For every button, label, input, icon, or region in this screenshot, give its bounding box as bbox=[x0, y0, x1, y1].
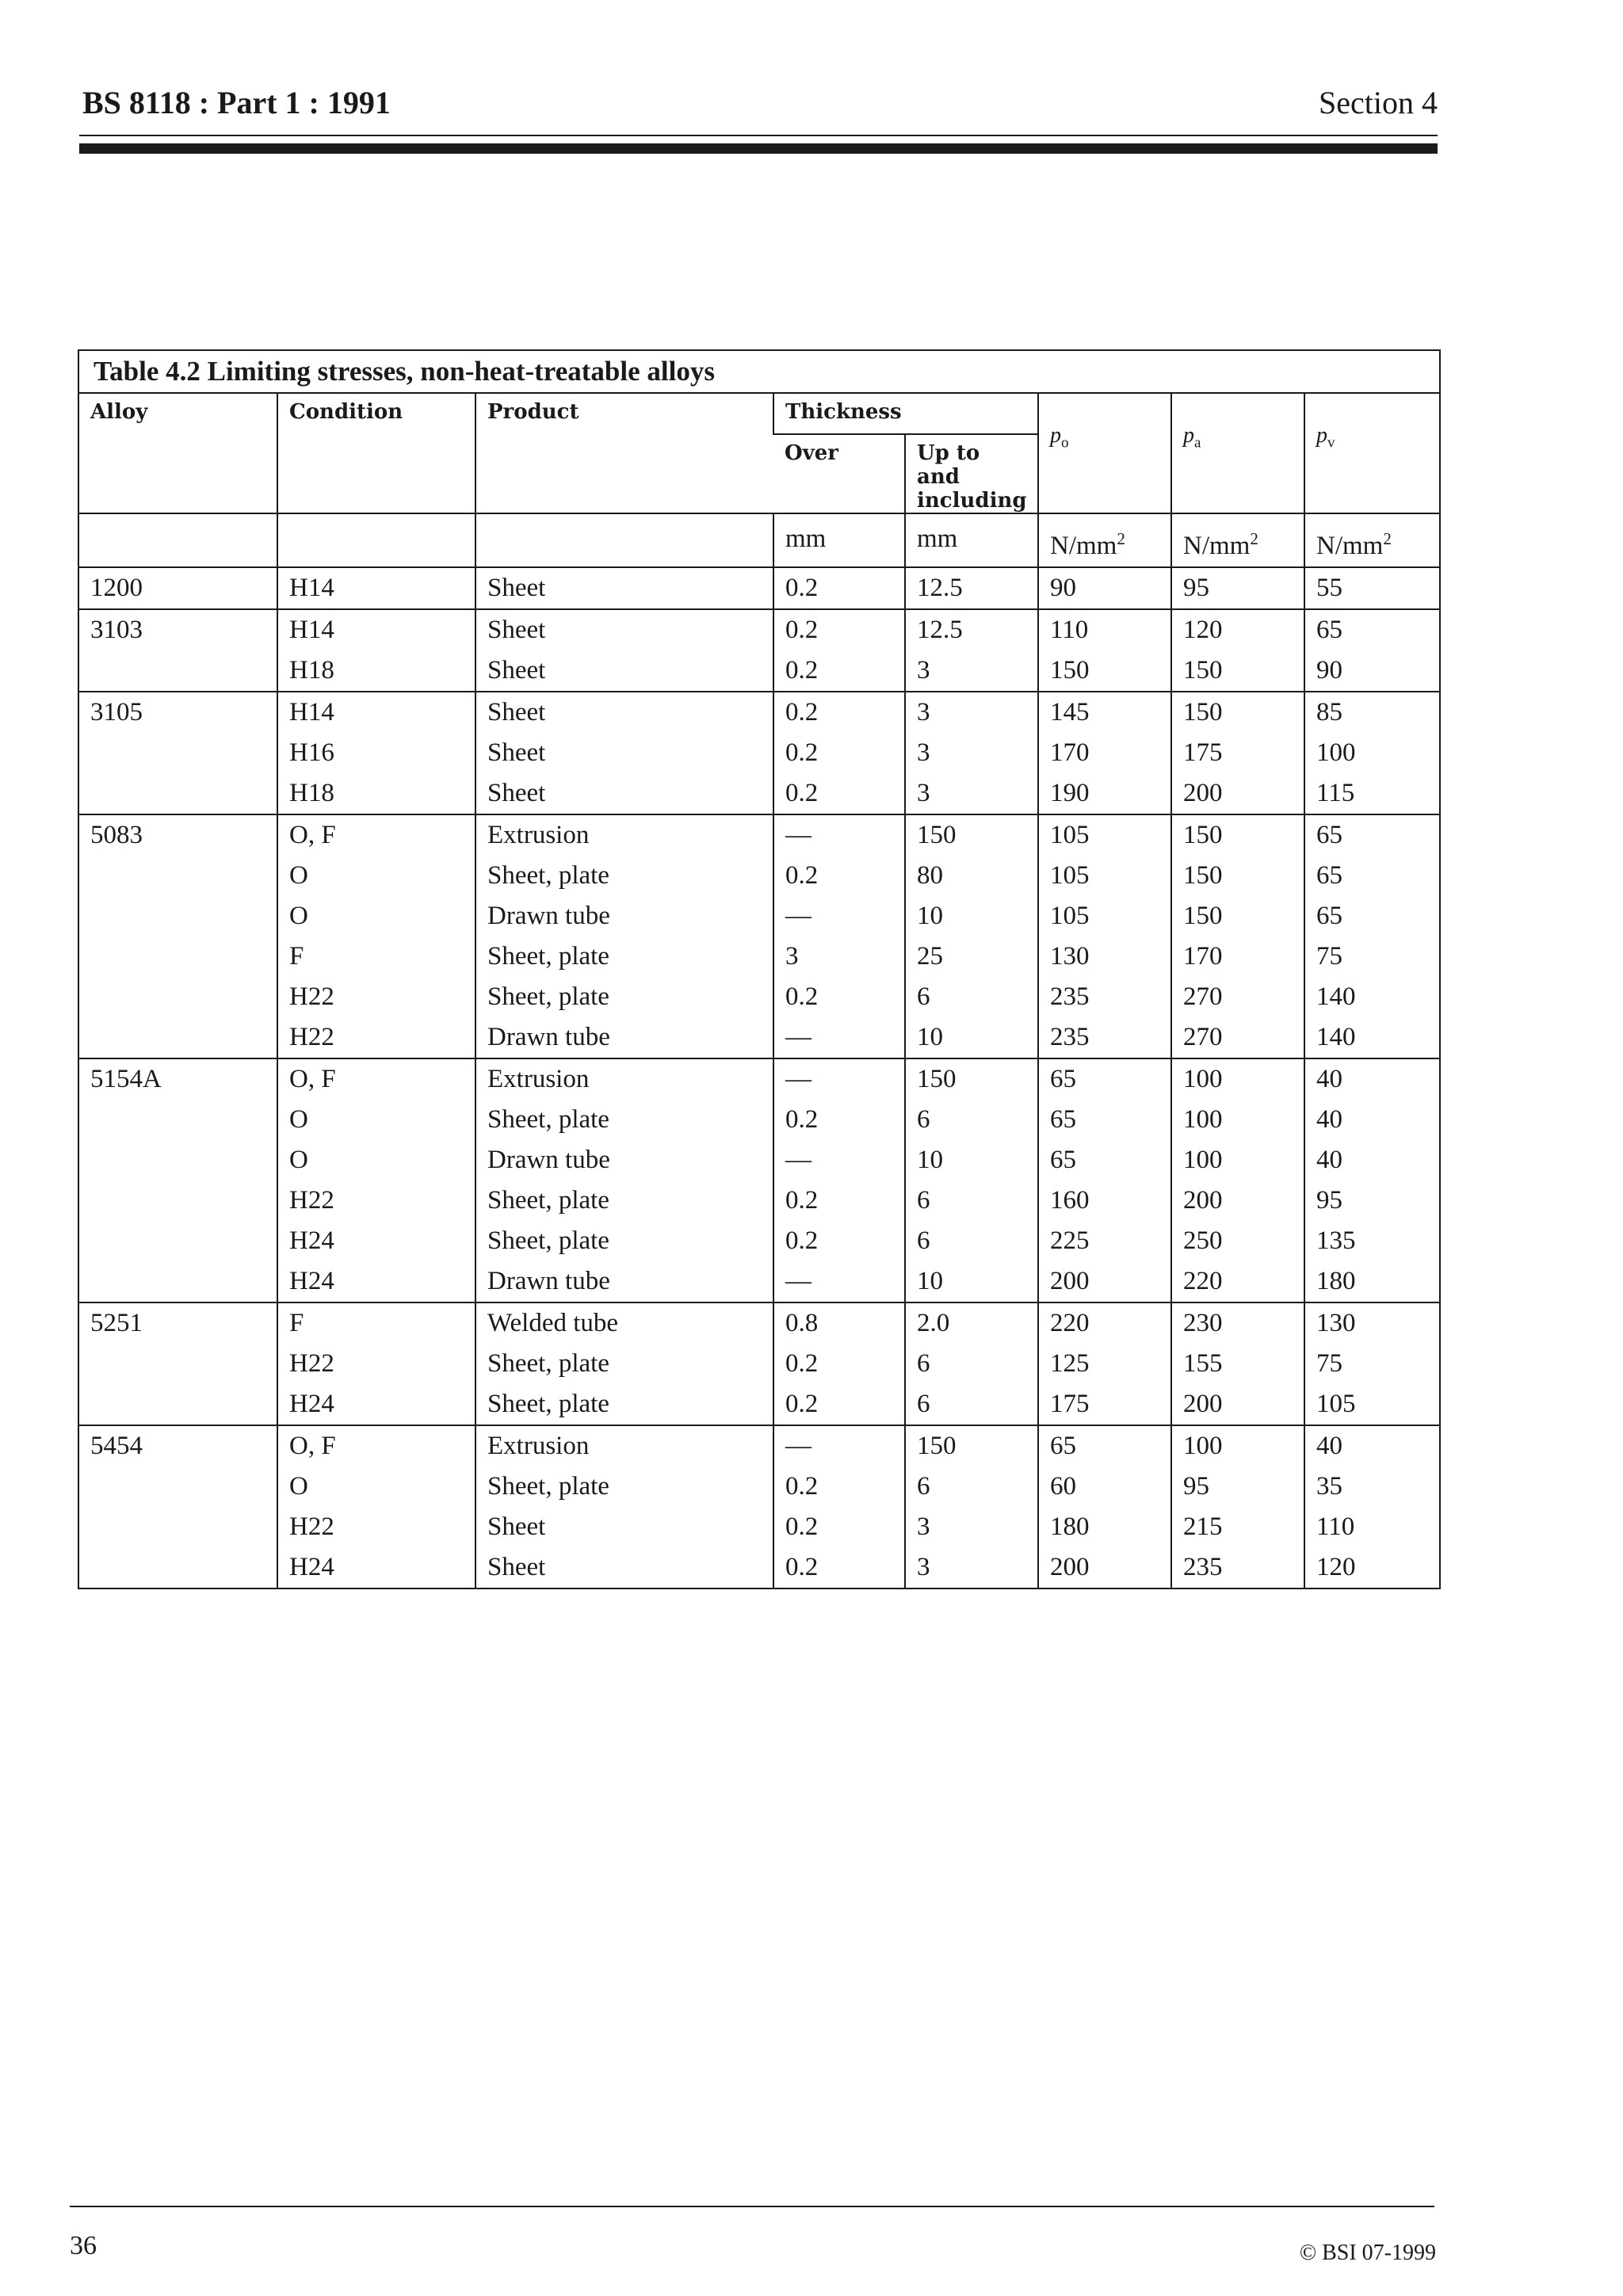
cell-over: 3 bbox=[773, 936, 905, 977]
cell-po: 150 bbox=[1038, 650, 1171, 692]
cell-po: 145 bbox=[1038, 692, 1171, 733]
unit-pv-text: N/mm bbox=[1316, 532, 1384, 560]
cell-alloy bbox=[79, 1140, 277, 1180]
cell-pv: 120 bbox=[1304, 1547, 1439, 1588]
table-row bbox=[79, 1466, 1439, 1507]
cell-over: — bbox=[773, 1261, 905, 1302]
cell-upto: 150 bbox=[905, 1058, 1038, 1100]
cell-pv: 65 bbox=[1304, 856, 1439, 896]
cell-pv: 90 bbox=[1304, 650, 1439, 692]
header-alloy: Alloy bbox=[79, 394, 277, 513]
stress-table-grid bbox=[79, 394, 1439, 1588]
cell-over: 0.2 bbox=[773, 1507, 905, 1547]
table-row bbox=[79, 1140, 1439, 1180]
cell-over: — bbox=[773, 1425, 905, 1466]
table-row bbox=[79, 977, 1439, 1017]
cell-upto: 10 bbox=[905, 1017, 1038, 1058]
cell-pa: 100 bbox=[1171, 1425, 1304, 1466]
cell-alloy bbox=[79, 1261, 277, 1302]
cell-pa: 150 bbox=[1171, 692, 1304, 733]
footer-rule bbox=[70, 2206, 1434, 2207]
table-row bbox=[79, 1100, 1439, 1140]
cell-pv: 75 bbox=[1304, 1344, 1439, 1384]
table-row bbox=[79, 650, 1439, 692]
cell-po: 200 bbox=[1038, 1547, 1171, 1588]
cell-pv: 40 bbox=[1304, 1058, 1439, 1100]
cell-product: Sheet, plate bbox=[475, 1221, 773, 1261]
cell-pa: 100 bbox=[1171, 1058, 1304, 1100]
cell-over: — bbox=[773, 1140, 905, 1180]
cell-condition: H24 bbox=[277, 1221, 475, 1261]
cell-over: 0.2 bbox=[773, 977, 905, 1017]
cell-alloy: 5154A bbox=[79, 1058, 277, 1100]
cell-product: Sheet, plate bbox=[475, 936, 773, 977]
cell-pv: 65 bbox=[1304, 609, 1439, 650]
unit-po bbox=[1038, 513, 1171, 567]
cell-po: 65 bbox=[1038, 1058, 1171, 1100]
table-row bbox=[79, 1221, 1439, 1261]
cell-po: 175 bbox=[1038, 1384, 1171, 1425]
cell-over: — bbox=[773, 1058, 905, 1100]
cell-pa: 250 bbox=[1171, 1221, 1304, 1261]
cell-over: 0.2 bbox=[773, 609, 905, 650]
cell-condition: H22 bbox=[277, 1180, 475, 1221]
units-row bbox=[79, 513, 1439, 567]
cell-condition: H16 bbox=[277, 733, 475, 773]
cell-product: Sheet, plate bbox=[475, 1466, 773, 1507]
table-row bbox=[79, 856, 1439, 896]
cell-upto: 6 bbox=[905, 977, 1038, 1017]
cell-over: 0.2 bbox=[773, 1180, 905, 1221]
unit-over: mm bbox=[773, 513, 905, 567]
cell-pv: 110 bbox=[1304, 1507, 1439, 1547]
cell-condition: H14 bbox=[277, 609, 475, 650]
cell-alloy bbox=[79, 1017, 277, 1058]
cell-po: 65 bbox=[1038, 1100, 1171, 1140]
cell-over: 0.2 bbox=[773, 733, 905, 773]
cell-product: Drawn tube bbox=[475, 1140, 773, 1180]
cell-product: Sheet, plate bbox=[475, 1384, 773, 1425]
header-condition: Condition bbox=[277, 394, 475, 513]
table-row bbox=[79, 1180, 1439, 1221]
cell-pv: 100 bbox=[1304, 733, 1439, 773]
cell-condition: O bbox=[277, 856, 475, 896]
cell-product: Sheet, plate bbox=[475, 977, 773, 1017]
cell-upto: 12.5 bbox=[905, 567, 1038, 609]
cell-over: 0.2 bbox=[773, 1100, 905, 1140]
cell-po: 235 bbox=[1038, 977, 1171, 1017]
cell-over: — bbox=[773, 896, 905, 936]
cell-pv: 140 bbox=[1304, 1017, 1439, 1058]
cell-upto: 25 bbox=[905, 936, 1038, 977]
header-pa bbox=[1171, 394, 1304, 513]
cell-pa: 170 bbox=[1171, 936, 1304, 977]
cell-pa: 220 bbox=[1171, 1261, 1304, 1302]
cell-pv: 115 bbox=[1304, 773, 1439, 814]
cell-product: Extrusion bbox=[475, 1425, 773, 1466]
cell-product: Welded tube bbox=[475, 1302, 773, 1344]
cell-pv: 40 bbox=[1304, 1140, 1439, 1180]
cell-upto: 6 bbox=[905, 1221, 1038, 1261]
cell-product: Sheet bbox=[475, 1507, 773, 1547]
cell-pa: 150 bbox=[1171, 814, 1304, 856]
header-pv bbox=[1304, 394, 1439, 513]
cell-pv: 180 bbox=[1304, 1261, 1439, 1302]
table-row bbox=[79, 1017, 1439, 1058]
cell-upto: 150 bbox=[905, 1425, 1038, 1466]
cell-condition: H22 bbox=[277, 1344, 475, 1384]
cell-condition: O bbox=[277, 896, 475, 936]
cell-condition: H22 bbox=[277, 977, 475, 1017]
cell-over: 0.2 bbox=[773, 567, 905, 609]
cell-product: Sheet bbox=[475, 567, 773, 609]
units-cell-blank bbox=[475, 513, 773, 567]
table-row bbox=[79, 896, 1439, 936]
cell-upto: 10 bbox=[905, 896, 1038, 936]
cell-alloy bbox=[79, 1180, 277, 1221]
cell-pv: 105 bbox=[1304, 1384, 1439, 1425]
cell-condition: O bbox=[277, 1466, 475, 1507]
table-row bbox=[79, 1344, 1439, 1384]
cell-alloy bbox=[79, 1100, 277, 1140]
cell-alloy: 3103 bbox=[79, 609, 277, 650]
header-pv-subscript: v bbox=[1327, 434, 1335, 452]
cell-alloy bbox=[79, 650, 277, 692]
cell-po: 110 bbox=[1038, 609, 1171, 650]
header-po-symbol: p bbox=[1050, 423, 1062, 448]
cell-po: 220 bbox=[1038, 1302, 1171, 1344]
header-thickness: Thickness bbox=[773, 394, 1038, 434]
cell-po: 125 bbox=[1038, 1344, 1171, 1384]
unit-upto: mm bbox=[905, 513, 1038, 567]
cell-po: 130 bbox=[1038, 936, 1171, 977]
unit-po-text: N/mm bbox=[1050, 532, 1117, 560]
cell-pa: 200 bbox=[1171, 1180, 1304, 1221]
cell-pa: 150 bbox=[1171, 650, 1304, 692]
cell-over: 0.2 bbox=[773, 650, 905, 692]
cell-pa: 175 bbox=[1171, 733, 1304, 773]
cell-pa: 95 bbox=[1171, 1466, 1304, 1507]
table-row bbox=[79, 1384, 1439, 1425]
header-rule-thick bbox=[79, 143, 1438, 154]
cell-po: 105 bbox=[1038, 856, 1171, 896]
cell-condition: O, F bbox=[277, 814, 475, 856]
cell-po: 170 bbox=[1038, 733, 1171, 773]
cell-upto: 12.5 bbox=[905, 609, 1038, 650]
header-po bbox=[1038, 394, 1171, 513]
cell-upto: 6 bbox=[905, 1466, 1038, 1507]
limiting-stresses-table bbox=[78, 349, 1441, 1589]
cell-product: Extrusion bbox=[475, 814, 773, 856]
table-row bbox=[79, 1425, 1439, 1466]
cell-condition: O bbox=[277, 1140, 475, 1180]
cell-upto: 3 bbox=[905, 733, 1038, 773]
table-row bbox=[79, 773, 1439, 814]
cell-product: Sheet, plate bbox=[475, 1180, 773, 1221]
cell-po: 200 bbox=[1038, 1261, 1171, 1302]
cell-condition: H24 bbox=[277, 1384, 475, 1425]
unit-pa-exponent: 2 bbox=[1250, 529, 1258, 548]
cell-upto: 3 bbox=[905, 650, 1038, 692]
cell-alloy bbox=[79, 1221, 277, 1261]
table-head bbox=[79, 394, 1439, 513]
cell-alloy bbox=[79, 773, 277, 814]
cell-condition: O bbox=[277, 1100, 475, 1140]
cell-over: — bbox=[773, 1017, 905, 1058]
cell-alloy bbox=[79, 1547, 277, 1588]
table-caption: Table 4.2 Limiting stresses, non-heat-treatable alloys bbox=[79, 351, 1439, 394]
table-row bbox=[79, 1507, 1439, 1547]
table-row bbox=[79, 1058, 1439, 1100]
header-pa-symbol: p bbox=[1183, 423, 1195, 448]
cell-pv: 140 bbox=[1304, 977, 1439, 1017]
table-row bbox=[79, 1261, 1439, 1302]
cell-po: 90 bbox=[1038, 567, 1171, 609]
cell-po: 65 bbox=[1038, 1425, 1171, 1466]
cell-product: Sheet bbox=[475, 773, 773, 814]
cell-upto: 3 bbox=[905, 692, 1038, 733]
cell-product: Sheet, plate bbox=[475, 1344, 773, 1384]
cell-po: 160 bbox=[1038, 1180, 1171, 1221]
cell-pa: 95 bbox=[1171, 567, 1304, 609]
cell-product: Sheet bbox=[475, 1547, 773, 1588]
cell-condition: H24 bbox=[277, 1547, 475, 1588]
cell-over: 0.2 bbox=[773, 692, 905, 733]
cell-alloy bbox=[79, 896, 277, 936]
cell-condition: H22 bbox=[277, 1507, 475, 1547]
header-over: Over bbox=[773, 434, 905, 513]
cell-pa: 200 bbox=[1171, 1384, 1304, 1425]
header-po-subscript: o bbox=[1061, 434, 1069, 452]
page-number: 36 bbox=[70, 2231, 97, 2260]
cell-condition: H18 bbox=[277, 773, 475, 814]
cell-product: Extrusion bbox=[475, 1058, 773, 1100]
cell-alloy bbox=[79, 1466, 277, 1507]
cell-pv: 55 bbox=[1304, 567, 1439, 609]
cell-pv: 65 bbox=[1304, 896, 1439, 936]
table-row bbox=[79, 1302, 1439, 1344]
cell-over: 0.2 bbox=[773, 1466, 905, 1507]
cell-pv: 95 bbox=[1304, 1180, 1439, 1221]
cell-condition: H18 bbox=[277, 650, 475, 692]
cell-alloy bbox=[79, 733, 277, 773]
section-label: Section 4 bbox=[1319, 85, 1438, 120]
cell-over: 0.2 bbox=[773, 1221, 905, 1261]
cell-pa: 200 bbox=[1171, 773, 1304, 814]
cell-pa: 235 bbox=[1171, 1547, 1304, 1588]
table-row bbox=[79, 814, 1439, 856]
cell-upto: 10 bbox=[905, 1140, 1038, 1180]
cell-upto: 10 bbox=[905, 1261, 1038, 1302]
document-reference: BS 8118 : Part 1 : 1991 bbox=[82, 85, 391, 120]
cell-product: Drawn tube bbox=[475, 1261, 773, 1302]
cell-upto: 6 bbox=[905, 1384, 1038, 1425]
cell-pa: 150 bbox=[1171, 856, 1304, 896]
cell-over: 0.2 bbox=[773, 1547, 905, 1588]
unit-pa bbox=[1171, 513, 1304, 567]
cell-over: 0.8 bbox=[773, 1302, 905, 1344]
cell-pa: 155 bbox=[1171, 1344, 1304, 1384]
cell-pa: 100 bbox=[1171, 1100, 1304, 1140]
cell-alloy: 3105 bbox=[79, 692, 277, 733]
cell-pa: 120 bbox=[1171, 609, 1304, 650]
cell-upto: 6 bbox=[905, 1180, 1038, 1221]
header-product: Product bbox=[475, 394, 773, 513]
cell-upto: 6 bbox=[905, 1344, 1038, 1384]
table-row bbox=[79, 609, 1439, 650]
cell-product: Sheet, plate bbox=[475, 1100, 773, 1140]
unit-pv-exponent: 2 bbox=[1383, 529, 1392, 548]
cell-po: 105 bbox=[1038, 814, 1171, 856]
cell-pv: 75 bbox=[1304, 936, 1439, 977]
table-row bbox=[79, 936, 1439, 977]
cell-po: 65 bbox=[1038, 1140, 1171, 1180]
units-cell-blank bbox=[79, 513, 277, 567]
cell-condition: O, F bbox=[277, 1058, 475, 1100]
cell-alloy bbox=[79, 1384, 277, 1425]
table-row bbox=[79, 1547, 1439, 1588]
unit-po-exponent: 2 bbox=[1117, 529, 1125, 548]
table-row bbox=[79, 692, 1439, 733]
cell-product: Drawn tube bbox=[475, 896, 773, 936]
cell-condition: H14 bbox=[277, 567, 475, 609]
cell-upto: 80 bbox=[905, 856, 1038, 896]
cell-pv: 35 bbox=[1304, 1466, 1439, 1507]
cell-pa: 230 bbox=[1171, 1302, 1304, 1344]
cell-pv: 135 bbox=[1304, 1221, 1439, 1261]
cell-pv: 85 bbox=[1304, 692, 1439, 733]
cell-pa: 100 bbox=[1171, 1140, 1304, 1180]
cell-upto: 3 bbox=[905, 773, 1038, 814]
cell-product: Sheet bbox=[475, 609, 773, 650]
cell-upto: 3 bbox=[905, 1547, 1038, 1588]
cell-alloy bbox=[79, 1507, 277, 1547]
cell-alloy bbox=[79, 856, 277, 896]
cell-product: Sheet, plate bbox=[475, 856, 773, 896]
cell-po: 225 bbox=[1038, 1221, 1171, 1261]
header-pv-symbol: p bbox=[1316, 423, 1328, 448]
cell-po: 180 bbox=[1038, 1507, 1171, 1547]
cell-upto: 2.0 bbox=[905, 1302, 1038, 1344]
cell-upto: 6 bbox=[905, 1100, 1038, 1140]
cell-po: 60 bbox=[1038, 1466, 1171, 1507]
cell-pa: 270 bbox=[1171, 977, 1304, 1017]
cell-alloy: 5454 bbox=[79, 1425, 277, 1466]
unit-pa-text: N/mm bbox=[1183, 532, 1251, 560]
cell-alloy bbox=[79, 977, 277, 1017]
cell-alloy bbox=[79, 936, 277, 977]
cell-condition: H22 bbox=[277, 1017, 475, 1058]
cell-condition: F bbox=[277, 1302, 475, 1344]
cell-alloy: 1200 bbox=[79, 567, 277, 609]
cell-upto: 3 bbox=[905, 1507, 1038, 1547]
cell-product: Sheet bbox=[475, 692, 773, 733]
cell-pv: 130 bbox=[1304, 1302, 1439, 1344]
header-pa-subscript: a bbox=[1194, 434, 1201, 452]
cell-condition: H24 bbox=[277, 1261, 475, 1302]
cell-condition: F bbox=[277, 936, 475, 977]
cell-po: 235 bbox=[1038, 1017, 1171, 1058]
cell-pa: 150 bbox=[1171, 896, 1304, 936]
cell-alloy: 5251 bbox=[79, 1302, 277, 1344]
table-row bbox=[79, 733, 1439, 773]
cell-pv: 40 bbox=[1304, 1425, 1439, 1466]
cell-condition: O, F bbox=[277, 1425, 475, 1466]
header-upto: Up to and including bbox=[905, 434, 1038, 513]
cell-condition: H14 bbox=[277, 692, 475, 733]
copyright-notice: © BSI 07-1999 bbox=[1299, 2241, 1436, 2265]
cell-po: 105 bbox=[1038, 896, 1171, 936]
cell-over: 0.2 bbox=[773, 773, 905, 814]
cell-product: Sheet bbox=[475, 650, 773, 692]
cell-over: 0.2 bbox=[773, 856, 905, 896]
cell-pv: 40 bbox=[1304, 1100, 1439, 1140]
cell-over: — bbox=[773, 814, 905, 856]
cell-over: 0.2 bbox=[773, 1344, 905, 1384]
header-rule-thin bbox=[79, 135, 1438, 136]
cell-po: 190 bbox=[1038, 773, 1171, 814]
cell-product: Drawn tube bbox=[475, 1017, 773, 1058]
cell-pa: 270 bbox=[1171, 1017, 1304, 1058]
table-row bbox=[79, 567, 1439, 609]
table-body bbox=[79, 513, 1439, 1588]
cell-alloy: 5083 bbox=[79, 814, 277, 856]
cell-upto: 150 bbox=[905, 814, 1038, 856]
cell-product: Sheet bbox=[475, 733, 773, 773]
cell-over: 0.2 bbox=[773, 1384, 905, 1425]
unit-pv bbox=[1304, 513, 1439, 567]
cell-pa: 215 bbox=[1171, 1507, 1304, 1547]
cell-pv: 65 bbox=[1304, 814, 1439, 856]
units-cell-blank bbox=[277, 513, 475, 567]
cell-alloy bbox=[79, 1344, 277, 1384]
